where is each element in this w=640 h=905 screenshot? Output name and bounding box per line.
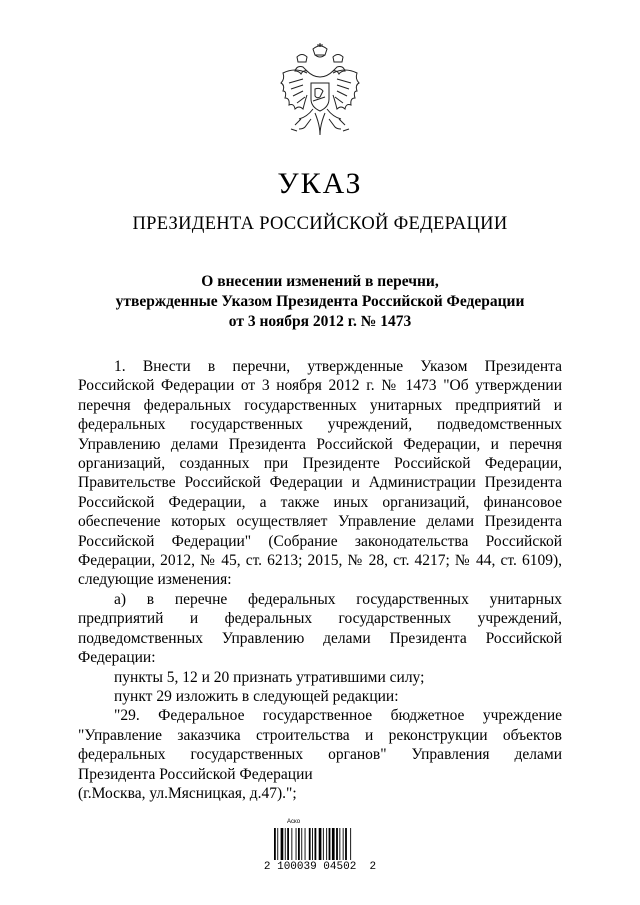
paragraph-line: Российской Федерации от 3 ноября 2012 г. № 1473 "Об утверждении [78, 377, 562, 395]
title-line: утвержденные Указом Президента Российской Федерации [115, 293, 525, 310]
paragraph-line: обеспечение которых осуществляет Управление делами Президента [78, 513, 562, 531]
paragraph-line: организаций, созданных при Президенте Российской Федерации, [78, 455, 562, 473]
paragraph-line: Управлению делами Президента Российской Федерации, и перечня [78, 435, 562, 453]
russian-coat-of-arms-icon [269, 43, 371, 143]
document-title [80, 272, 560, 332]
paragraph-line: "29. Федеральное государственное бюджетное учреждение [114, 707, 562, 725]
title-line: О внесении изменений в перечни, [201, 273, 439, 290]
paragraph-line: предприятий и федеральных государственных учреждений, [78, 610, 562, 628]
paragraph-line: подведомственных Управлению делами Президента Российской [78, 629, 562, 647]
barcode-mark: Аско [287, 819, 301, 825]
paragraph-line: следующие изменения: [78, 571, 232, 589]
paragraph-line: Президента Российской Федерации [78, 765, 313, 783]
paragraph-line: пункт 29 изложить в следующей редакции: [114, 687, 399, 705]
paragraph-line: пункты 5, 12 и 20 признать утратившими силу; [114, 668, 425, 686]
paragraph-line: а) в перечне федеральных государственных унитарных [114, 590, 562, 608]
issuer-title: ПРЕЗИДЕНТА РОССИЙСКОЙ ФЕДЕРАЦИИ [132, 214, 508, 234]
paragraph-line: (г.Москва, ул.Мясницкая, д.47)."; [78, 784, 297, 802]
barcode-number: 2 100039 04502 2 [263, 861, 377, 873]
paragraph-line: Правительстве Российской Федерации и Администрации Президента [78, 474, 562, 492]
title-line: от 3 ноября 2012 г. № 1473 [228, 313, 412, 330]
barcode-icon [270, 822, 370, 882]
document-body [78, 357, 562, 803]
paragraph-line: Российской Федерации, а также иных организаций, финансовое [78, 493, 562, 511]
paragraph-line: "Управление заказчика строительства и реконструкции объектов [78, 726, 562, 744]
paragraph-line: федеральных государственных органов" Управления делами [78, 746, 562, 764]
paragraph-line: Федерации: [78, 649, 156, 667]
document-type: УКАЗ [277, 167, 363, 200]
paragraph-line: перечня федеральных государственных унитарных предприятий и [78, 396, 562, 414]
paragraph-line: федеральных государственных учреждений, подведомственных [78, 416, 562, 434]
paragraph-line: 1. Внести в перечни, утвержденные Указом Президента [114, 358, 562, 375]
paragraph-line: Российской Федерации" (Собрание законодательства Российской [78, 532, 562, 550]
paragraph-line: Федерации, 2012, № 45, ст. 6213; 2015, № 28, ст. 4217; № 44, ст. 6109), [78, 552, 562, 570]
